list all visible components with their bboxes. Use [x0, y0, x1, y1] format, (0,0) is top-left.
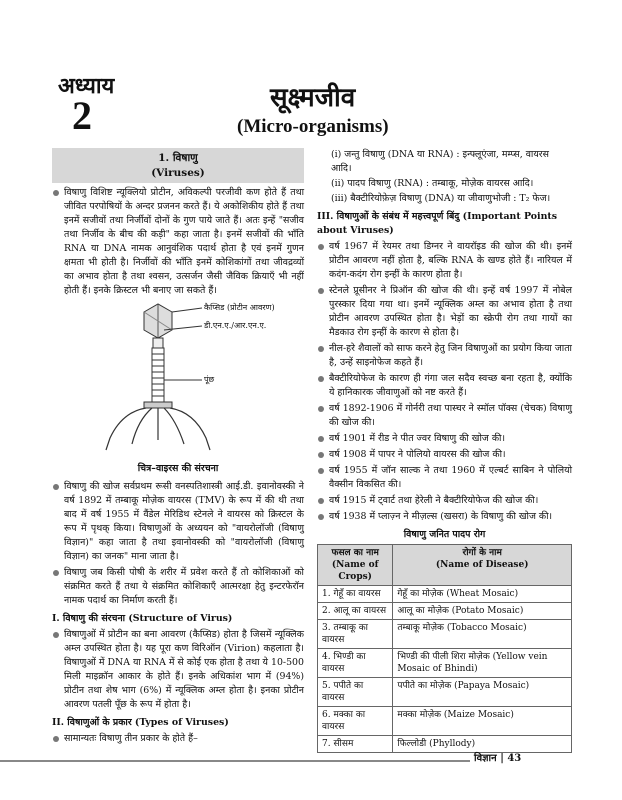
section-title: 1. विषाणु — [158, 152, 198, 164]
footer-separator: | — [500, 753, 508, 764]
table-row — [318, 603, 572, 620]
table-cell: 6. मक्का का वायरस — [318, 707, 393, 736]
header-disease-english: (Name of Disease) — [435, 560, 529, 570]
label-dna-rna: डी.एन.ए./आर.एन.ए. — [204, 321, 267, 330]
point-item: वर्ष 1915 में ट्वार्ट तथा हेरेली ने बैक्टीरियोफेज की खोज की। — [317, 494, 572, 508]
right-column — [317, 148, 572, 753]
table-cell: आलू का मोज़ेक (Potato Mosaic) — [393, 603, 572, 620]
table-cell: 2. आलू का वायरस — [318, 603, 393, 620]
virus-structure-diagram — [52, 300, 304, 460]
header-crops-hindi: फसल का नाम — [331, 548, 379, 558]
chapter-number: 2 — [72, 93, 92, 138]
table-row — [318, 649, 572, 678]
heading-types: II. विषाणुओं के प्रकार (Types of Viruses) — [52, 717, 229, 728]
table-cell: मक्का मोज़ेक (Maize Mosaic) — [393, 707, 572, 736]
chapter-title-hindi: सूक्ष्मजीव — [270, 83, 356, 113]
paragraph-virus-definition: विषाणु विशिष्ट न्यूक्लियो प्रोटीन, अविकल्पी परजीवी कण होते हैं तथा जीवित परपोषियों के अन्दर प्रजनन करते हैं। ये अकोशिकीय होते हैं तथा इनमें सजीवों तथा निर्जीवों दोनों के गुण पाये जाते हैं। अतः इन्हें "सजीव तथा निर्जीव के बीच की कड़ी" कहा जाता है। इनमें सजीवों की भाँति RNA या DNA नामक आनुवंशिक पदार्थ होता है एवं इनमें गुणन क्षमता भी होती है। निर्जीवों की भाँति इनमें कोशिकांगों तथा जीवद्रव्यों का अभाव होता है तथा श्वसन, उत्सर्जन जैसी जैविक क्रियाएँ भी नहीं होती हैं। इनके क्रिस्टल भी बनाए जा सकते हैं। — [52, 186, 304, 298]
figure-caption: चित्र–वाइरस की संरचना — [137, 463, 219, 474]
paragraph-virus-discovery: विषाणु की खोज सर्वप्रथम रूसी वनस्पतिशास्त्री आई.डी. इवानोवस्की ने वर्ष 1892 में तम्बाकू मोज़ेक वायरस (TMV) के रूप में की थी तथा बाद में वर्ष 1955 में वैंडेल मेरिडिथ स्टेनले ने वायरस को क्रिस्टल के रूप में पृथक् किया। विषाणुओं के अध्ययन को "वायरोलॉजी (विषाणु विज्ञान)" कहा जाता है तथा इवानोवस्की को "वायरोलॉजी (विषाणु विज्ञान) का जनक" माना जाता है। — [52, 480, 304, 564]
point-item: नील-हरे शैवालों को साफ करने हेतु जिन विषाणुओं का प्रयोग किया जाता है, उन्हें साइनोफेज कहते हैं। — [317, 342, 572, 370]
paragraph-structure: विषाणुओं में प्रोटीन का बना आवरण (कैप्सिड) होता है जिसमें न्यूक्लिक अम्ल उपस्थित होता है। यह पूरा कण विरिऑन (Virion) कहलाता है। विषाणुओं में DNA या RNA में से कोई एक होता है तथा ये 10-500 मिली माइक्रॉन आकार के होते हैं। इनके अधिकांश भाग में (94%) प्रोटीन तथा शेष भाग (6%) में न्यूक्लिक अम्ल होता है। इनका प्रोटीन आवरण पतली पूँछ के रूप में होता है। — [52, 628, 304, 712]
page-number: 43 — [507, 753, 522, 764]
header-disease-hindi: रोगों के नाम — [462, 548, 502, 558]
paragraph-interferon: विषाणु जब किसी पोषी के शरीर में प्रवेश करते हैं तो कोशिकाओं को संक्रमित करते हैं तथा ये संक्रमित कोशिकाएँ आत्मरक्षा हेतु इन्टरफेरॉन नामक पदार्थ का निर्माण करती हैं। — [52, 566, 304, 608]
table-cell: फिल्लोडी (Phyllody) — [393, 736, 572, 753]
plant-disease-table — [317, 544, 572, 753]
virus-type-item: (i) जन्तु विषाणु (DNA या RNA) : इन्फ्लूएंजा, मम्प्स, वायरस आदि। — [331, 149, 549, 174]
virus-type-item: (iii) बैक्टीरियोफ़ेज़ विषाणु (DNA) या जीवाणुभोजी : T₂ फेज। — [331, 193, 551, 204]
paragraph-types-intro: सामान्यतः विषाणु तीन प्रकार के होते हैं– — [52, 732, 304, 746]
point-item: वर्ष 1908 में पापर ने पोलियो वायरस की खोज की। — [317, 448, 572, 462]
page-footer — [474, 750, 521, 764]
chapter-title-english: (Micro-organisms) — [237, 116, 389, 137]
heading-important-points: III. विषाणुओं के संबंध में महत्त्वपूर्ण बिंदु (Important Points about Viruses) — [317, 211, 557, 236]
table-header-disease — [393, 545, 572, 586]
header-crops-english: (Name of Crops) — [331, 560, 379, 582]
chapter-label: अध्याय — [58, 73, 115, 99]
table-header-crops — [318, 545, 393, 586]
table-cell: 3. तम्बाकू का वायरस — [318, 620, 393, 649]
footer-subject: विज्ञान — [474, 753, 497, 764]
virus-types-list — [317, 148, 572, 206]
label-capsid: कैप्सिड (प्रोटीन आवरण) — [204, 303, 275, 312]
point-item: वर्ष 1938 में प्लाज़्न ने मीज़ल्स (खसरा) के विषाणु की खोज की। — [317, 510, 572, 524]
table-cell: पपीते का मोज़ेक (Papaya Mosaic) — [393, 678, 572, 707]
table-cell: 5. पपीते का वायरस — [318, 678, 393, 707]
heading-structure: I. विषाणु की संरचना (Structure of Virus) — [52, 613, 233, 624]
point-item: स्टेनले प्रूसीनर ने प्रिऑन की खोज की थी। इन्हें वर्ष 1997 में नोबेल पुरस्कार दिया गया था। इनमें न्यूक्लिक अम्ल का अभाव होता है तथा प्रोटीन आवरण उपस्थित होता है। भेड़ों का स्क्रेपी रोग तथा गायों का मैडकाउ रोग इन्हीं के कारण से होता है। — [317, 284, 572, 340]
section-subtitle: (Viruses) — [151, 167, 205, 179]
table-cell: गेहूँ का मोज़ेक (Wheat Mosaic) — [393, 586, 572, 603]
table-title: विषाणु जनित पादप रोग — [403, 529, 486, 540]
table-cell: 7. सीसम — [318, 736, 393, 753]
table-cell: 4. भिण्डी का वायरस — [318, 649, 393, 678]
table-row — [318, 707, 572, 736]
point-item: वर्ष 1967 में रेयमर तथा डिग्नर ने वायरॉइड की खोज की थी। इनमें प्रोटीन आवरण नहीं होता है, बल्कि RNA के खण्ड होते हैं। नारियल में कदंग-कदंग रोग इन्हीं के कारण होता है। — [317, 240, 572, 282]
virus-type-item: (ii) पादप विषाणु (RNA) : तम्बाकू, मोज़ेक वायरस आदि। — [331, 178, 534, 189]
point-item: वर्ष 1892-1906 में गोर्नरी तथा पास्चर ने स्मॉल पॉक्स (चेचक) विषाणु की खोज की। — [317, 402, 572, 430]
label-tail: पूंछ — [204, 375, 215, 384]
table-cell: तम्बाकू मोज़ेक (Tobacco Mosaic) — [393, 620, 572, 649]
point-item: वर्ष 1901 में रीड ने पीत ज्वर विषाणु की खोज की। — [317, 432, 572, 446]
table-row — [318, 586, 572, 603]
left-column — [52, 148, 304, 748]
table-header-row — [318, 545, 572, 586]
footer-rule — [0, 760, 470, 762]
table-row — [318, 736, 572, 753]
table-cell: 1. गेहूँ का वायरस — [318, 586, 393, 603]
point-item: वर्ष 1955 में जॉन साल्क ने तथा 1960 में एल्बर्ट साबिन ने पोलियो वैक्सीन विकसित की। — [317, 464, 572, 492]
table-row — [318, 620, 572, 649]
table-row — [318, 678, 572, 707]
section-heading-viruses — [52, 148, 304, 183]
point-item: बैक्टीरियोफेज के कारण ही गंगा जल सदैव स्वच्छ बना रहता है, क्योंकि ये हानिकारक जीवाणुओं को नष्ट करते हैं। — [317, 372, 572, 400]
table-cell: भिण्डी की पीली शिरा मोज़ेक (Yellow vein Mosaic of Bhindi) — [393, 649, 572, 678]
